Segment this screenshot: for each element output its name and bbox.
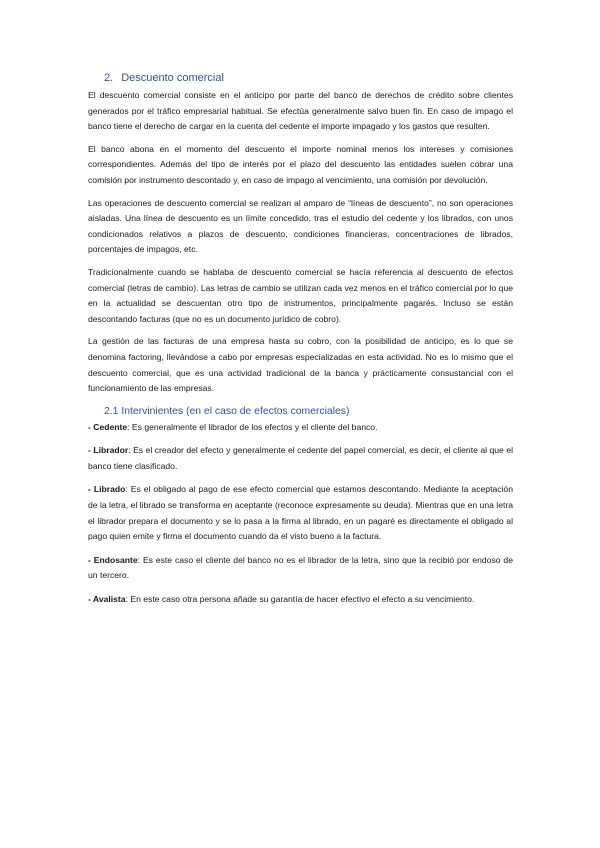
list-item <box>88 553 513 584</box>
item-term: - Avalista <box>88 594 126 605</box>
paragraph: La gestión de las facturas de una empresa hasta su cobro, con la posibilidad de anticipo, es lo que se denomina factoring, llevándose a cabo por empresas especializadas en esta actividad. No es lo mismo que el descuento comercial, que es una actividad tradicional de la banca y prácticamente consustancial con el funcionamiento de las empresas. <box>88 336 513 394</box>
item-term: - Librado <box>88 484 126 495</box>
document-page <box>88 70 513 616</box>
list-item <box>88 482 513 544</box>
item-term: - Cedente <box>88 421 128 432</box>
item-term: - Librador <box>88 445 129 456</box>
item-text: : Es el creador del efecto y generalmente el cedente del papel comercial, es decir, el cliente al que el banco tiene clasificado. <box>88 445 514 471</box>
item-text: : En este caso otra persona añade su garantía de hacer efectivo el efecto a su vencimiento. <box>125 594 475 605</box>
section-number: 2. <box>104 72 114 84</box>
paragraph: Tradicionalmente cuando se hablaba de descuento comercial se hacía referencia al descuento de efectos comercial (letras de cambio). Las letras de cambio se utilizan cada vez menos en el tráfico comercial por lo que en la actualidad se descuentan otro tipo de instrumentos, principalmente pagarés. Incluso se están descontando facturas (que no es un documento jurídico de cobro). <box>88 266 513 324</box>
subsection-heading: 2.1 Intervinientes (en el caso de efectos comerciales) <box>104 405 350 417</box>
list-item <box>88 420 513 436</box>
paragraph: El descuento comercial consiste en el anticipo por parte del banco de derechos de crédito sobre clientes generados por el tráfico empresarial habitual. Se efectúa generalmente salvo buen fin. En caso de impago el banco tiene el derecho de cargar en la cuenta del cedente el importe impagado y los gastos que resulten. <box>88 90 513 132</box>
section-title: Descuento comercial <box>121 72 224 84</box>
list-item <box>88 443 513 474</box>
list-item <box>88 592 513 608</box>
item-text: : Es generalmente el librador de los efectos y el cliente del banco. <box>127 421 378 432</box>
item-text: : Es este caso el cliente del banco no es el librador de la letra, sino que la recibió por endoso de un tercero. <box>88 554 513 581</box>
item-term: - Endosante <box>88 554 138 565</box>
paragraph: Las operaciones de descuento comercial se realizan al amparo de “líneas de descuento”, no son operaciones aisladas. Una línea de descuento es un límite concedido, tras el estudio del cedente y los librados, con unos condicionados relativos a plazos de descuento, condiciones financieras, concentraciones de librados, porcentajes de impagos, etc. <box>88 197 513 255</box>
item-text: : Es el obligado al pago de ese efecto comercial que estamos descontando. Mediante la aceptación de la letra, el librado se transforma en aceptante (reconoce expresamente su deuda). Mientras que en una letra el librador prepara el documento y se lo pasa a la firma al librado, en un pagaré es directamente el obligado al pago quien emite y firma el documento cuando da el visto bueno a la factura. <box>88 484 513 542</box>
section-heading <box>104 70 513 86</box>
paragraph: El banco abona en el momento del descuento el importe nominal menos los intereses y comisiones correspondientes. Además del tipo de interés por el plazo del descuento las entidades suelen cobrar una comisión por instrumento descontado y, en caso de impago al vencimiento, una comisión por devolución. <box>88 143 513 185</box>
